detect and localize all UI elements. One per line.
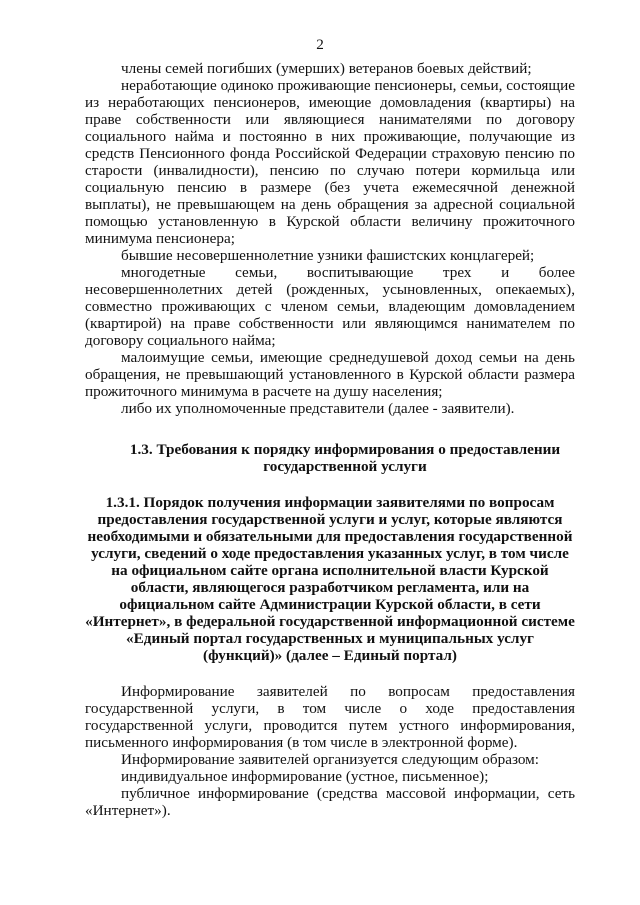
- section-1-3-heading: 1.3. Требования к порядку информирования о предоставлении государственной услуги: [129, 441, 561, 475]
- paragraph: неработающие одиноко проживающие пенсионеры, семьи, состоящие из неработающих пенсионеров, имеющие домовладения (квартиры) на праве собственности или являющиеся нанимателями по договору социального найма и постоянно в них проживающие, получающие из средств Пенсионного фонда Российской Федерации страховую пенсию по старости (инвалидности), пенсию по случаю потери кормильца или социальную пенсию в размере (без учета ежемесячной денежной выплаты), не превышающем на день обращения за адресной социальной помощью установленную в Курской области величину прожиточного минимума пенсионера;: [85, 77, 575, 247]
- paragraph: публичное информирование (средства массовой информации, сеть «Интернет»).: [85, 785, 575, 819]
- paragraphs-bottom: [85, 683, 575, 819]
- page-number: 2: [316, 36, 324, 53]
- paragraph: бывшие несовершеннолетние узники фашистских концлагерей;: [121, 247, 535, 264]
- paragraph: индивидуальное информирование (устное, письменное);: [121, 768, 489, 785]
- paragraphs-top: [85, 60, 575, 417]
- section-1-3-1-heading: 1.3.1. Порядок получения информации заявителями по вопросам предоставления государственной услуги и услуг, которые являются необходимыми и обязательными для предоставления государственной услуги, сведений о ходе предоставления указанных услуг, в том числе на официальном сайте органа исполнительной власти Курской области, являющегося разработчиком регламента, или на официальном сайте Администрации Курской области, в сети «Интернет», в федеральной государственной информационной системе «Единый портал государственных и муниципальных услуг (функций)» (далее – Единый портал): [85, 494, 575, 664]
- paragraph: либо их уполномоченные представители (далее - заявители).: [121, 400, 515, 417]
- paragraph: члены семей погибших (умерших) ветеранов боевых действий;: [121, 60, 532, 77]
- paragraph: малоимущие семьи, имеющие среднедушевой доход семьи на день обращения, не превышающий установленного в Курской области размера прожиточного минимума в расчете на душу населения;: [85, 349, 575, 400]
- paragraph: Информирование заявителей организуется следующим образом:: [121, 751, 540, 768]
- paragraph: Информирование заявителей по вопросам предоставления государственной услуги, в том числе о ходе предоставления государственной услуги, проводится путем устного информирования, письменного информирования (в том числе в электронной форме).: [85, 683, 575, 751]
- paragraph: многодетные семьи, воспитывающие трех и более несовершеннолетних детей (рожденных, усыновленных, опекаемых), совместно проживающих с членом семьи, владеющим домовладением (квартирой) на праве собственности или являющимся нанимателем по договору социального найма;: [85, 264, 575, 349]
